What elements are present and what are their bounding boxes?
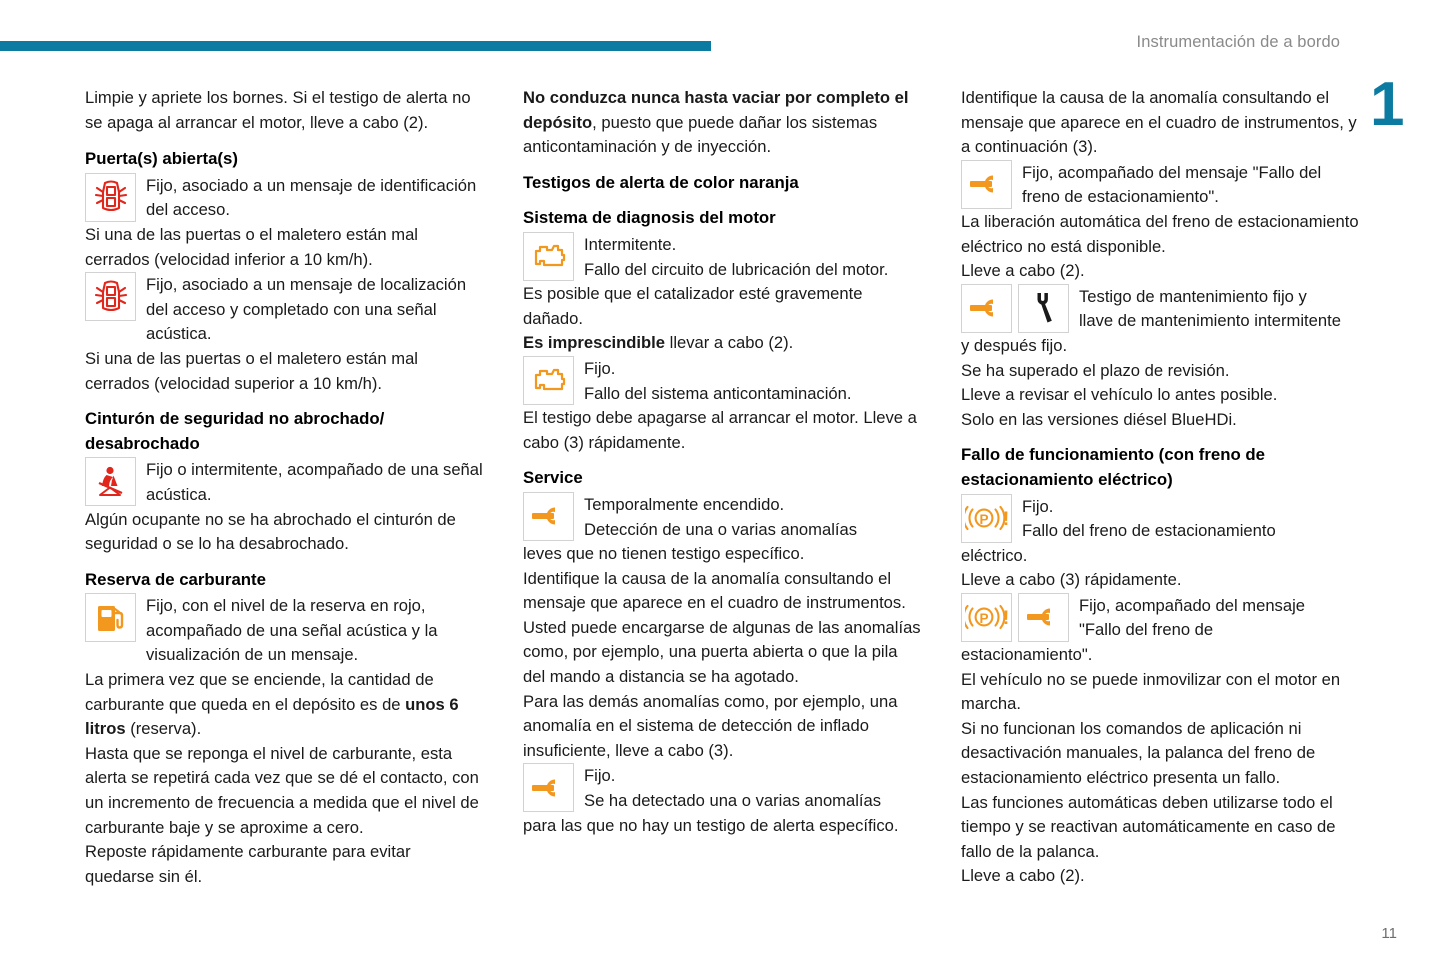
epb-fault-2-note-e: Lleve a cabo (2). [961,866,1085,886]
page-columns [85,86,1360,889]
heading-engine-diagnosis: Sistema de diagnosis del motor [523,208,776,228]
engine-item-1-note: Es posible que el catalizador esté gravemente dañado. [523,284,863,328]
service-item-1 [523,492,922,542]
maintenance-item [961,284,1360,334]
svg-text:!: ! [1002,509,1009,530]
wrench-service-icon [961,160,1012,209]
service-item-1-text [574,492,857,542]
seatbelt-warning-icon [85,457,136,506]
maintenance-note-d: Solo en las versiones diésel BlueHDi. [961,409,1237,429]
epb-service-item-1-line2: freno de estacionamiento". [1022,187,1219,207]
svg-text:P: P [978,512,989,527]
engine-item-1-text [574,232,888,282]
epb-fault-item-2-line1: Fijo, acompañado del mensaje [1079,595,1305,615]
epb-fault-2-note-b: El vehículo no se puede inmovilizar con el motor en marcha. [961,669,1341,714]
svg-text:!: ! [1002,608,1009,630]
heading-seatbelt: Cinturón de seguridad no abrochado/ desabrochado [85,409,385,453]
epb-fault-item-2-line2: "Fallo del freno de [1079,620,1214,640]
chapter-number-tab: 1 [1370,70,1405,139]
epb-fault-2-note-a: estacionamiento". [961,645,1093,665]
service-item-1-note-b: Identifique la causa de la anomalía consultando el mensaje que aparece en el cuadro de instrumentos. [523,568,906,613]
wrench-service-icon [523,492,574,541]
wrench-service-icon [1018,593,1069,642]
spanner-maintenance-icon [1018,284,1069,333]
heading-fuel-reserve: Reserva de carburante [85,569,266,589]
epb-fault-item-1-line2: Fallo del freno de estacionamiento [1022,521,1276,541]
doors-open-note-1: Si una de las puertas o el maletero están mal cerrados (velocidad inferior a 10 km/h). [85,224,418,269]
col2-warning-rest: , puesto que puede dañar los sistemas anticontaminación y de inyección. [523,112,878,157]
column-3 [961,86,1360,889]
service-item-1-note-a: leves que no tienen testigo específico. [523,544,805,564]
engine-item-1-line1: Intermitente. [584,234,677,254]
heading-orange-warnings: Testigos de alerta de color naranja [523,172,799,192]
epb-service-item-1-line1: Fijo, acompañado del mensaje "Fallo del [1022,162,1322,182]
parking-brake-fault-icon [961,494,1012,543]
engine-item-1-imperative [523,331,922,356]
col1-intro: Limpie y apriete los bornes. Si el testigo de alerta no se apaga al arrancar el motor, lleve a cabo (2). [85,88,471,132]
column-2 [523,86,922,889]
fuel-note-a-end: (reserva). [125,719,202,739]
maintenance-note-c: Lleve a revisar el vehículo lo antes posible. [961,385,1278,405]
column-1 [85,86,484,889]
fuel-note-c: Reposte rápidamente carburante para evitar quedarse sin él. [85,842,411,886]
service-item-1-note-d: Para las demás anomalías como, por ejemplo, una anomalía en el sistema de detección de inflado insuficiente, lleve a cabo (3). [523,691,898,760]
engine-item-2-text [574,356,851,406]
service-item-2-line2: Se ha detectado una o varias anomalías [584,791,882,811]
heading-epb-fault: Fallo de funcionamiento (con freno de estacionamiento eléctrico) [961,445,1265,489]
door-open-icon [85,272,136,321]
heading-service: Service [523,468,583,488]
fuel-reserve-item [85,593,484,668]
engine-item-1 [523,232,922,282]
maintenance-item-line2: llave de mantenimiento intermitente [1079,311,1341,331]
service-item-1-note-c: Usted puede encargarse de algunas de las anomalías como, por ejemplo, una puerta abierta o que la pila del mando a distancia se ha agotado. [523,617,921,687]
fuel-reserve-item-text: Fijo, con el nivel de la reserva en rojo, acompañado de una señal acústica y la visualización de un mensaje. [146,596,438,665]
fuel-note-a-lead: La primera vez que se enciende, la cantidad de carburante que queda en el depósito es de [85,670,434,714]
fuel-note-b: Hasta que se reponga el nivel de carburante, esta alerta se repetirá cada vez que se dé el contacto, con un incremento de frecuencia a medida que el nivel de carburante baje y se aproxime a cero. [85,743,479,837]
col2-warning-bold: No conduzca nunca hasta vaciar por completo el depósito [523,88,909,132]
wrench-service-icon [523,763,574,812]
engine-item-1-imperative-bold: Es imprescindible [523,333,666,353]
epb-fault-2-note-d: Las funciones automáticas deben utilizarse todo el tiempo y se reactivan automáticamente en caso de fallo de la palanca. [961,792,1336,861]
doors-open-item-2 [85,272,484,347]
engine-item-2-line2: Fallo del sistema anticontaminación. [584,383,852,403]
doors-open-item-1-text: Fijo, asociado a un mensaje de identificación del acceso. [146,175,477,220]
engine-check-icon [523,356,574,405]
epb-fault-item-1-line1: Fijo. [1022,496,1054,516]
service-item-2-text [574,763,881,813]
epb-service-item-1-note2: Lleve a cabo (2). [961,261,1085,281]
col3-intro: Identifique la causa de la anomalía consultando el mensaje que aparece en el cuadro de instrumentos, y a continuación (3). [961,88,1357,157]
service-item-2 [523,763,922,813]
engine-item-1-line2: Fallo del circuito de lubricación del motor. [584,259,889,279]
epb-fault-item-1 [961,494,1360,544]
epb-service-item-1 [961,160,1360,210]
epb-service-item-1-note: La liberación automática del freno de estacionamiento eléctrico no está disponible. [961,211,1359,256]
service-item-2-line1: Fijo. [584,766,616,786]
epb-fault-item-2 [961,593,1360,643]
engine-check-icon [523,232,574,281]
epb-fault-note-a: eléctrico. [961,545,1028,565]
fuel-pump-icon [85,593,136,642]
header-accent-bar [0,41,711,51]
epb-service-item-1-text [1012,160,1321,210]
seatbelt-note: Algún ocupante no se ha abrochado el cinturón de seguridad o se lo ha desabrochado. [85,509,456,554]
page-number: 11 [1381,925,1397,942]
svg-text:P: P [978,611,989,627]
maintenance-item-text [1069,284,1341,334]
seatbelt-item-text: Fijo o intermitente, acompañado de una señal acústica. [146,460,483,504]
fuel-note-a-bold: unos 6 litros [85,694,459,739]
service-item-2-note: para las que no hay un testigo de alerta específico. [523,815,899,835]
service-item-1-line1: Temporalmente encendido. [584,494,785,514]
epb-fault-item-1-text [1012,494,1276,544]
engine-item-2 [523,356,922,406]
doors-open-note-2: Si una de las puertas o el maletero están mal cerrados (velocidad superior a 10 km/h). [85,348,418,393]
service-item-1-line2: Detección de una o varias anomalías [584,519,858,539]
parking-brake-fault-icon [961,593,1012,642]
epb-fault-2-note-c: Si no funcionan los comandos de aplicación ni desactivación manuales, la palanca del freno de estacionamiento eléctrico presenta un fallo. [961,718,1316,788]
epb-fault-item-2-text [1069,593,1305,643]
doors-open-item-1 [85,173,484,223]
wrench-service-icon [961,284,1012,333]
epb-fault-note-b: Lleve a cabo (3) rápidamente. [961,570,1182,590]
col2-warning [523,86,922,160]
maintenance-item-line1: Testigo de mantenimiento fijo y [1079,286,1307,306]
doors-open-item-2-text: Fijo, asociado a un mensaje de localización del acceso y completado con una señal acústica. [146,275,467,344]
heading-doors-open: Puerta(s) abierta(s) [85,149,238,169]
door-open-icon [85,173,136,222]
engine-item-1-imperative-rest: llevar a cabo (2). [665,333,794,353]
engine-item-2-line1: Fijo. [584,358,616,378]
seatbelt-item [85,457,484,507]
maintenance-note-a: y después fijo. [961,335,1068,355]
section-title: Instrumentación de a bordo [1136,33,1340,51]
engine-item-2-note: El testigo debe apagarse al arrancar el motor. Lleve a cabo (3) rápidamente. [523,408,917,452]
fuel-note-a [85,668,484,742]
maintenance-note-b: Se ha superado el plazo de revisión. [961,360,1230,380]
